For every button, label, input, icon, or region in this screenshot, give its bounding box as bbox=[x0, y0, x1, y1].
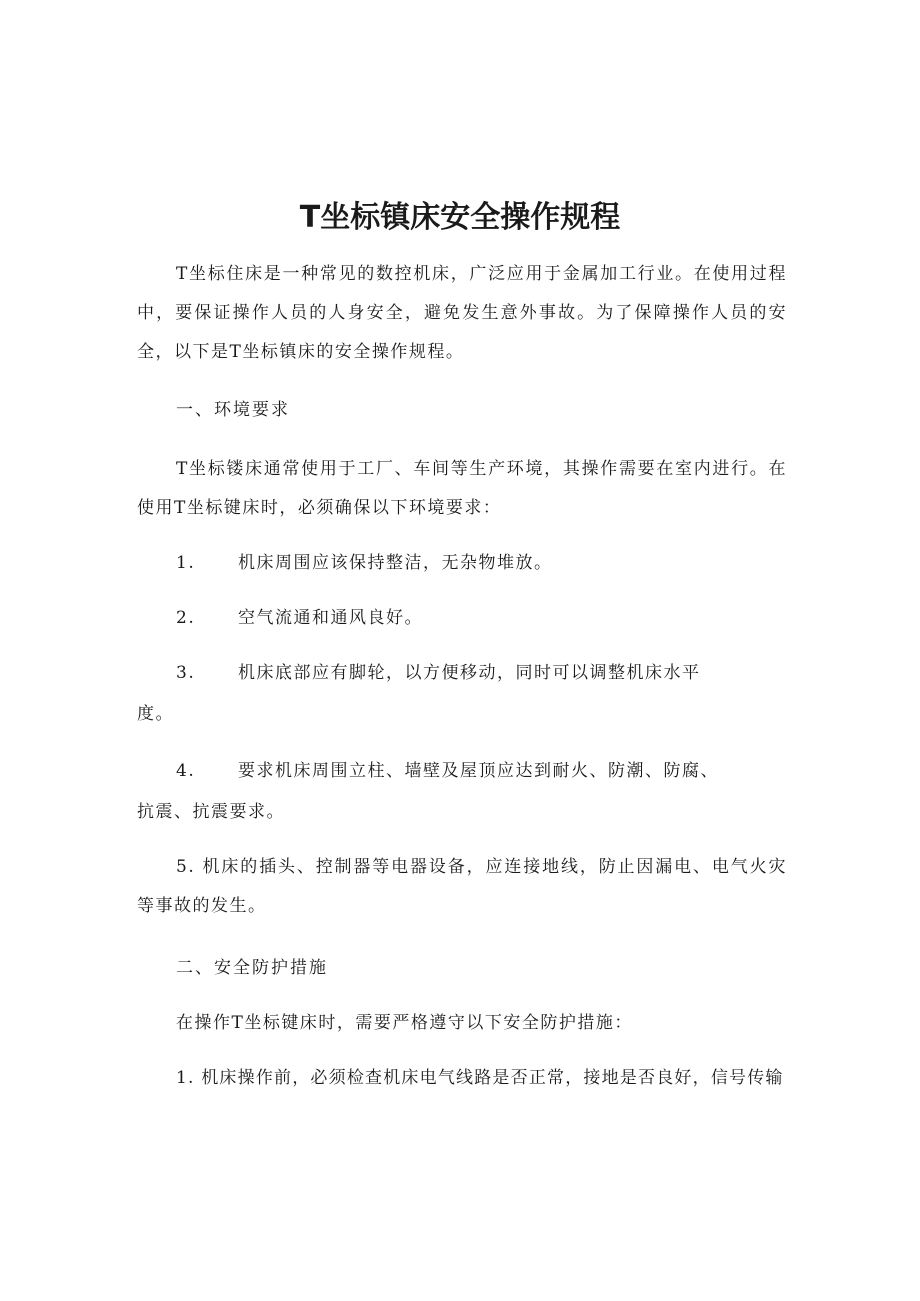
list-item-text: 要求机床周围立柱、墙壁及屋顶应达到耐火、防潮、防腐、 bbox=[238, 761, 719, 781]
list-item bbox=[176, 759, 719, 783]
list-item bbox=[176, 551, 553, 575]
list-item-text: 空气流通和通风良好。 bbox=[238, 608, 423, 628]
list-item-number: 2. bbox=[176, 608, 196, 628]
section-paragraph-safety: 在操作T坐标键床时，需要严格遵守以下安全防护措施： bbox=[176, 1013, 633, 1033]
section-heading-environment: 一、环境要求 bbox=[176, 400, 290, 420]
section-heading-safety: 二、安全防护措施 bbox=[176, 958, 328, 978]
list-item-number: 1. bbox=[176, 553, 196, 573]
list-item-text: 机床周围应该保持整洁，无杂物堆放。 bbox=[238, 553, 553, 573]
document-title: T坐标镇床安全操作规程 bbox=[299, 200, 621, 235]
list-item bbox=[176, 606, 423, 630]
list-item-text: 机床底部应有脚轮，以方便移动，同时可以调整机床水平 bbox=[238, 663, 701, 683]
section2-item-1: 1. 机床操作前，必须检查机床电气线路是否正常，接地是否良好，信号传输 bbox=[176, 1068, 784, 1088]
intro-paragraph: T坐标住床是一种常见的数控机床，广泛应用于金属加工行业。在使用过程中，要保证操作人员的人身安全，避免发生意外事故。为了保障操作人员的安全，以下是T坐标镇床的安全操作规程。 bbox=[137, 264, 787, 362]
list-item bbox=[176, 661, 701, 685]
list-item-number: 3. bbox=[176, 663, 196, 683]
list-item-5: 5. 机床的插头、控制器等电器设备，应连接地线，防止因漏电、电气火灾等事故的发生。 bbox=[137, 857, 787, 916]
list-item-continuation: 度。 bbox=[137, 704, 174, 724]
list-item-number: 4. bbox=[176, 761, 196, 781]
section-paragraph-environment: T坐标镂床通常使用于工厂、车间等生产环境，其操作需要在室内进行。在使用T坐标键床时，必须确保以下环境要求： bbox=[137, 459, 787, 518]
list-item-continuation: 抗震、抗震要求。 bbox=[137, 802, 285, 822]
